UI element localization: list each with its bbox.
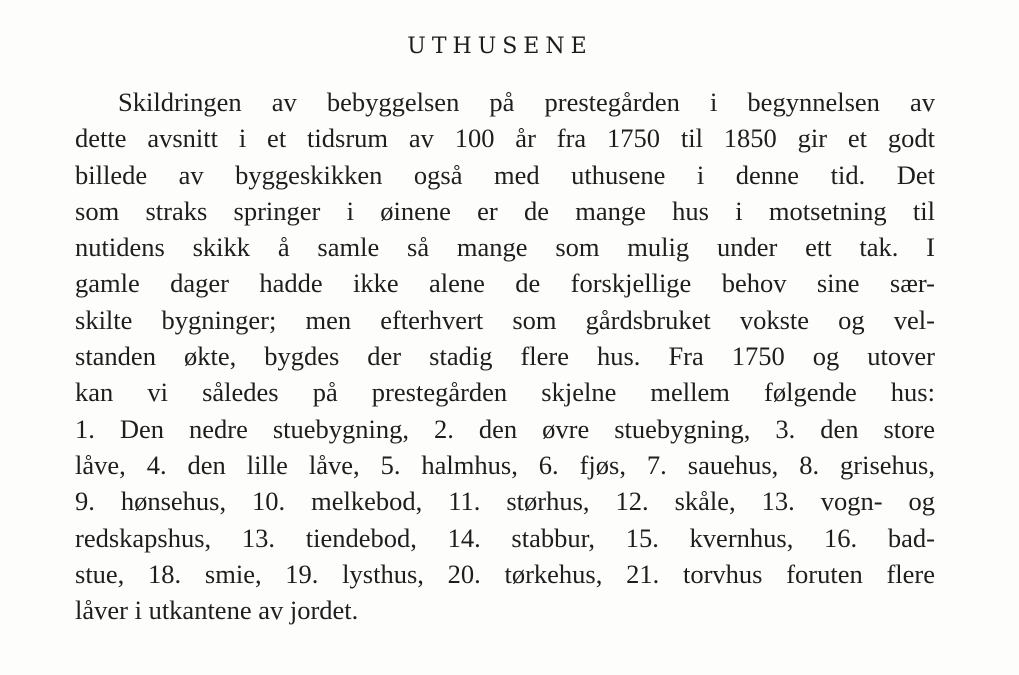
text-line: standen økte, bygdes der stadig flere hus. Fra 1750 og utover <box>75 341 935 372</box>
text-line: låve, 4. den lille låve, 5. halmhus, 6. fjøs, 7. sauehus, 8. grisehus, <box>75 449 935 480</box>
text-line: skilte bygninger; men efterhvert som gårdsbruket vokste og vel- <box>75 304 935 335</box>
text-line: Skildringen av bebyggelsen på prestegården i begynnelsen av <box>118 87 935 117</box>
text-line: 9. hønsehus, 10. melkebod, 11. størhus, 12. skåle, 13. vogn- og <box>75 486 935 517</box>
section-heading: UTHUSENE <box>407 34 593 59</box>
body-paragraph <box>75 84 935 628</box>
text-line: dette avsnitt i et tidsrum av 100 år fra 1750 til 1850 gir et godt <box>75 123 935 154</box>
text-line: kan vi således på prestegården skjelne mellem følgende hus: <box>75 377 935 408</box>
text-line: redskapshus, 13. tiendebod, 14. stabbur, 15. kvernhus, 16. bad- <box>75 522 935 553</box>
text-line: stue, 18. smie, 19. lysthus, 20. tørkehus, 21. torvhus foruten flere <box>75 558 935 589</box>
text-line: nutidens skikk å samle så mange som mulig under ett tak. I <box>75 232 935 263</box>
text-line: 1. Den nedre stuebygning, 2. den øvre stuebygning, 3. den store <box>75 413 935 444</box>
text-line: gamle dager hadde ikke alene de forskjellige behov sine sær- <box>75 268 935 299</box>
text-line: låver i utkantene av jordet. <box>75 595 359 626</box>
text-line: billede av byggeskikken også med uthusene i denne tid. Det <box>75 159 935 190</box>
text-line: som straks springer i øinene er de mange hus i motsetning til <box>75 195 935 226</box>
